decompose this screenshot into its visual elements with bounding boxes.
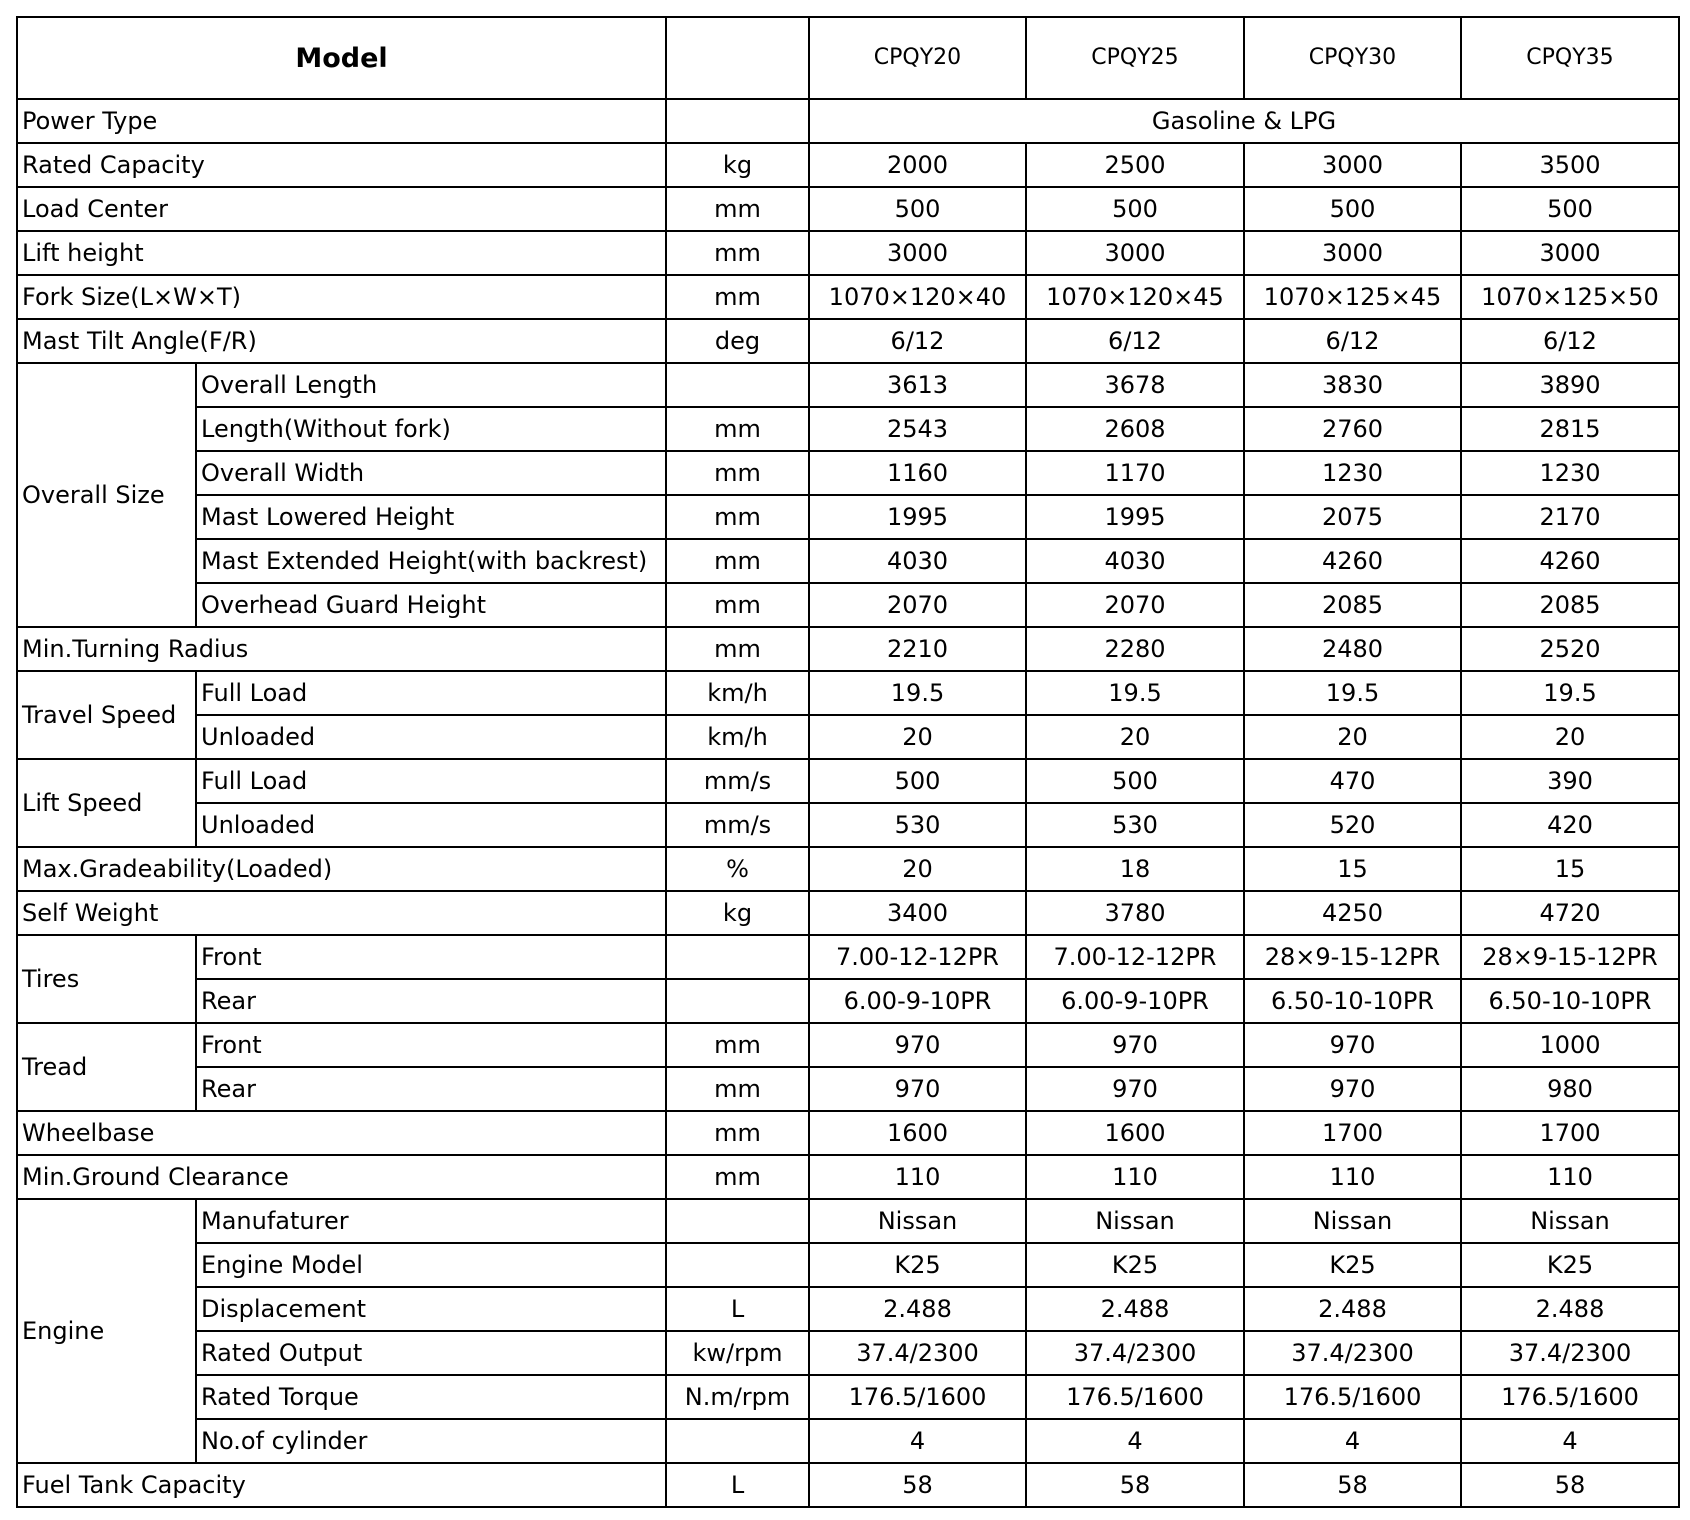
table-row (17, 1155, 1679, 1199)
value-cell: 3000 (1026, 231, 1244, 275)
table-row (17, 1419, 1679, 1463)
value-cell: 1070×125×50 (1461, 275, 1679, 319)
value-cell: 4030 (1026, 539, 1244, 583)
unit-cell: mm (666, 187, 809, 231)
unit-cell: mm (666, 231, 809, 275)
value-cell: 15 (1244, 847, 1461, 891)
value-cell: Nissan (809, 1199, 1026, 1243)
value-cell: 2000 (809, 143, 1026, 187)
value-cell: 3400 (809, 891, 1026, 935)
value-cell: 6.00-9-10PR (809, 979, 1026, 1023)
value-cell: 2608 (1026, 407, 1244, 451)
value-cell: 1995 (809, 495, 1026, 539)
value-cell: 28×9-15-12PR (1244, 935, 1461, 979)
value-cell: 176.5/1600 (809, 1375, 1026, 1419)
value-cell: 2210 (809, 627, 1026, 671)
power-type-row (17, 99, 1679, 143)
row-label: Power Type (17, 99, 666, 143)
table-row (17, 759, 1679, 803)
group-label: Engine (17, 1199, 196, 1463)
unit-cell: kg (666, 143, 809, 187)
table-row (17, 891, 1679, 935)
value-cell: 6.50-10-10PR (1244, 979, 1461, 1023)
row-label: Fuel Tank Capacity (17, 1463, 666, 1507)
table-row (17, 1023, 1679, 1067)
value-cell: 2075 (1244, 495, 1461, 539)
sub-label: Unloaded (196, 715, 666, 759)
value-cell: 2815 (1461, 407, 1679, 451)
table-row (17, 495, 1679, 539)
value-cell: 1230 (1461, 451, 1679, 495)
value-cell: 980 (1461, 1067, 1679, 1111)
table-row (17, 1243, 1679, 1287)
value-cell: 110 (1461, 1155, 1679, 1199)
unit-cell: mm (666, 1111, 809, 1155)
group-label: Travel Speed (17, 671, 196, 759)
value-cell: 3000 (809, 231, 1026, 275)
value-cell: 6/12 (1026, 319, 1244, 363)
value-cell: 19.5 (809, 671, 1026, 715)
value-cell: 15 (1461, 847, 1679, 891)
value-cell: 970 (809, 1023, 1026, 1067)
value-cell: 970 (1026, 1023, 1244, 1067)
value-cell: 2.488 (809, 1287, 1026, 1331)
value-cell: 2085 (1461, 583, 1679, 627)
sub-label: Displacement (196, 1287, 666, 1331)
sub-label: Full Load (196, 671, 666, 715)
value-cell: 1070×120×40 (809, 275, 1026, 319)
value-cell: 3000 (1461, 231, 1679, 275)
value-cell: 4 (1461, 1419, 1679, 1463)
value-cell: 6.50-10-10PR (1461, 979, 1679, 1023)
value-cell: 176.5/1600 (1026, 1375, 1244, 1419)
value-cell: 500 (1026, 187, 1244, 231)
header-row (17, 17, 1679, 99)
unit-cell: mm (666, 495, 809, 539)
row-label: Min.Ground Clearance (17, 1155, 666, 1199)
sub-label: Overall Length (196, 363, 666, 407)
value-cell: 28×9-15-12PR (1461, 935, 1679, 979)
table-row (17, 275, 1679, 319)
value-cell: 1170 (1026, 451, 1244, 495)
value-cell: 3500 (1461, 143, 1679, 187)
sub-label: Engine Model (196, 1243, 666, 1287)
table-row (17, 935, 1679, 979)
row-label: Self Weight (17, 891, 666, 935)
value-cell: 19.5 (1026, 671, 1244, 715)
value-cell: 470 (1244, 759, 1461, 803)
unit-cell (666, 979, 809, 1023)
table-row (17, 451, 1679, 495)
value-cell: 1600 (809, 1111, 1026, 1155)
value-cell: 6.00-9-10PR (1026, 979, 1244, 1023)
sub-label: Full Load (196, 759, 666, 803)
table-row (17, 319, 1679, 363)
unit-cell: mm (666, 451, 809, 495)
table-row (17, 1375, 1679, 1419)
unit-cell: mm (666, 627, 809, 671)
table-row (17, 539, 1679, 583)
unit-header-cell (666, 17, 809, 99)
table-row (17, 187, 1679, 231)
value-cell: 58 (1026, 1463, 1244, 1507)
unit-cell: deg (666, 319, 809, 363)
unit-cell (666, 1243, 809, 1287)
model-name: CPQY30 (1244, 17, 1461, 99)
sub-label: Front (196, 1023, 666, 1067)
value-cell: K25 (1244, 1243, 1461, 1287)
value-cell: 110 (809, 1155, 1026, 1199)
unit-cell (666, 99, 809, 143)
value-cell: Nissan (1244, 1199, 1461, 1243)
group-label: Tires (17, 935, 196, 1023)
unit-cell: L (666, 1287, 809, 1331)
value-cell: 176.5/1600 (1244, 1375, 1461, 1419)
sub-label: Unloaded (196, 803, 666, 847)
value-cell: 37.4/2300 (1461, 1331, 1679, 1375)
unit-cell: mm (666, 1023, 809, 1067)
sub-label: Mast Lowered Height (196, 495, 666, 539)
value-cell: 500 (1461, 187, 1679, 231)
value-cell: 3678 (1026, 363, 1244, 407)
value-cell: 2280 (1026, 627, 1244, 671)
model-name: CPQY20 (809, 17, 1026, 99)
value-cell: 2170 (1461, 495, 1679, 539)
value-cell: 970 (809, 1067, 1026, 1111)
value-cell: 6/12 (1461, 319, 1679, 363)
value-cell: 530 (1026, 803, 1244, 847)
value-cell: 2085 (1244, 583, 1461, 627)
unit-cell: % (666, 847, 809, 891)
value-cell: 20 (1461, 715, 1679, 759)
value-cell: 1600 (1026, 1111, 1244, 1155)
value-cell: 1230 (1244, 451, 1461, 495)
value-cell: 2.488 (1244, 1287, 1461, 1331)
value-cell: 1995 (1026, 495, 1244, 539)
value-cell: 1000 (1461, 1023, 1679, 1067)
value-cell: 3613 (809, 363, 1026, 407)
value-cell: K25 (1026, 1243, 1244, 1287)
value-cell: 3000 (1244, 143, 1461, 187)
table-row (17, 231, 1679, 275)
table-row (17, 1331, 1679, 1375)
unit-cell: mm (666, 275, 809, 319)
unit-cell: L (666, 1463, 809, 1507)
value-cell: 7.00-12-12PR (1026, 935, 1244, 979)
sub-label: Mast Extended Height(with backrest) (196, 539, 666, 583)
table-row (17, 143, 1679, 187)
value-cell: 1160 (809, 451, 1026, 495)
value-cell: 58 (1244, 1463, 1461, 1507)
row-label: Max.Gradeability(Loaded) (17, 847, 666, 891)
value-cell: 20 (809, 847, 1026, 891)
value-cell: 58 (809, 1463, 1026, 1507)
value-cell: 2.488 (1461, 1287, 1679, 1331)
table-row (17, 671, 1679, 715)
table-row (17, 627, 1679, 671)
unit-cell: mm (666, 583, 809, 627)
value-cell: 37.4/2300 (1244, 1331, 1461, 1375)
unit-cell: mm (666, 407, 809, 451)
value-cell: 390 (1461, 759, 1679, 803)
value-cell: 4 (1026, 1419, 1244, 1463)
value-cell: 530 (809, 803, 1026, 847)
power-type-value: Gasoline & LPG (809, 99, 1679, 143)
unit-cell: kw/rpm (666, 1331, 809, 1375)
row-label: Wheelbase (17, 1111, 666, 1155)
value-cell: 3780 (1026, 891, 1244, 935)
value-cell: 2543 (809, 407, 1026, 451)
sub-label: Front (196, 935, 666, 979)
unit-cell (666, 1199, 809, 1243)
model-title: Model (17, 17, 666, 99)
unit-cell: mm (666, 1155, 809, 1199)
value-cell: 58 (1461, 1463, 1679, 1507)
table-row (17, 1287, 1679, 1331)
unit-cell: km/h (666, 715, 809, 759)
value-cell: 110 (1244, 1155, 1461, 1199)
value-cell: 1070×120×45 (1026, 275, 1244, 319)
unit-cell (666, 935, 809, 979)
sub-label: Rear (196, 979, 666, 1023)
value-cell: 2070 (809, 583, 1026, 627)
value-cell: 500 (809, 759, 1026, 803)
value-cell: 500 (1026, 759, 1244, 803)
value-cell: Nissan (1026, 1199, 1244, 1243)
unit-cell: N.m/rpm (666, 1375, 809, 1419)
value-cell: 7.00-12-12PR (809, 935, 1026, 979)
value-cell: 4720 (1461, 891, 1679, 935)
value-cell: K25 (1461, 1243, 1679, 1287)
unit-cell (666, 1419, 809, 1463)
sub-label: Rated Output (196, 1331, 666, 1375)
sub-label: Manufaturer (196, 1199, 666, 1243)
value-cell: 18 (1026, 847, 1244, 891)
group-label: Tread (17, 1023, 196, 1111)
value-cell: 2.488 (1026, 1287, 1244, 1331)
value-cell: 2500 (1026, 143, 1244, 187)
value-cell: 110 (1026, 1155, 1244, 1199)
value-cell: K25 (809, 1243, 1026, 1287)
unit-cell (666, 363, 809, 407)
value-cell: 6/12 (809, 319, 1026, 363)
value-cell: 20 (1026, 715, 1244, 759)
row-label: Mast Tilt Angle(F/R) (17, 319, 666, 363)
value-cell: 420 (1461, 803, 1679, 847)
sub-label: Overall Width (196, 451, 666, 495)
value-cell: Nissan (1461, 1199, 1679, 1243)
unit-cell: mm (666, 539, 809, 583)
value-cell: 2760 (1244, 407, 1461, 451)
row-label: Fork Size(L×W×T) (17, 275, 666, 319)
table-row (17, 847, 1679, 891)
value-cell: 6/12 (1244, 319, 1461, 363)
value-cell: 176.5/1600 (1461, 1375, 1679, 1419)
value-cell: 970 (1026, 1067, 1244, 1111)
value-cell: 3830 (1244, 363, 1461, 407)
unit-cell: kg (666, 891, 809, 935)
value-cell: 500 (1244, 187, 1461, 231)
table-row (17, 583, 1679, 627)
value-cell: 19.5 (1244, 671, 1461, 715)
sub-label: Overhead Guard Height (196, 583, 666, 627)
value-cell: 1700 (1461, 1111, 1679, 1155)
group-label: Lift Speed (17, 759, 196, 847)
value-cell: 20 (1244, 715, 1461, 759)
value-cell: 2520 (1461, 627, 1679, 671)
row-label: Rated Capacity (17, 143, 666, 187)
value-cell: 1700 (1244, 1111, 1461, 1155)
value-cell: 520 (1244, 803, 1461, 847)
value-cell: 19.5 (1461, 671, 1679, 715)
value-cell: 4260 (1244, 539, 1461, 583)
sub-label: Rated Torque (196, 1375, 666, 1419)
value-cell: 970 (1244, 1023, 1461, 1067)
value-cell: 3890 (1461, 363, 1679, 407)
value-cell: 4030 (809, 539, 1026, 583)
table-row (17, 979, 1679, 1023)
table-row (17, 803, 1679, 847)
sub-label: Length(Without fork) (196, 407, 666, 451)
value-cell: 37.4/2300 (1026, 1331, 1244, 1375)
value-cell: 3000 (1244, 231, 1461, 275)
row-label: Load Center (17, 187, 666, 231)
table-row (17, 1111, 1679, 1155)
unit-cell: mm/s (666, 759, 809, 803)
table-row (17, 1199, 1679, 1243)
spec-table (16, 16, 1680, 1508)
table-row (17, 1463, 1679, 1507)
value-cell: 2480 (1244, 627, 1461, 671)
value-cell: 4 (1244, 1419, 1461, 1463)
value-cell: 970 (1244, 1067, 1461, 1111)
sub-label: No.of cylinder (196, 1419, 666, 1463)
value-cell: 2070 (1026, 583, 1244, 627)
value-cell: 20 (809, 715, 1026, 759)
table-row (17, 1067, 1679, 1111)
table-row (17, 715, 1679, 759)
sub-label: Rear (196, 1067, 666, 1111)
row-label: Lift height (17, 231, 666, 275)
unit-cell: mm (666, 1067, 809, 1111)
model-name: CPQY35 (1461, 17, 1679, 99)
row-label: Min.Turning Radius (17, 627, 666, 671)
table-row (17, 363, 1679, 407)
value-cell: 4 (809, 1419, 1026, 1463)
value-cell: 500 (809, 187, 1026, 231)
value-cell: 1070×125×45 (1244, 275, 1461, 319)
unit-cell: mm/s (666, 803, 809, 847)
model-name: CPQY25 (1026, 17, 1244, 99)
value-cell: 37.4/2300 (809, 1331, 1026, 1375)
table-row (17, 407, 1679, 451)
unit-cell: km/h (666, 671, 809, 715)
value-cell: 4260 (1461, 539, 1679, 583)
group-label: Overall Size (17, 363, 196, 627)
value-cell: 4250 (1244, 891, 1461, 935)
